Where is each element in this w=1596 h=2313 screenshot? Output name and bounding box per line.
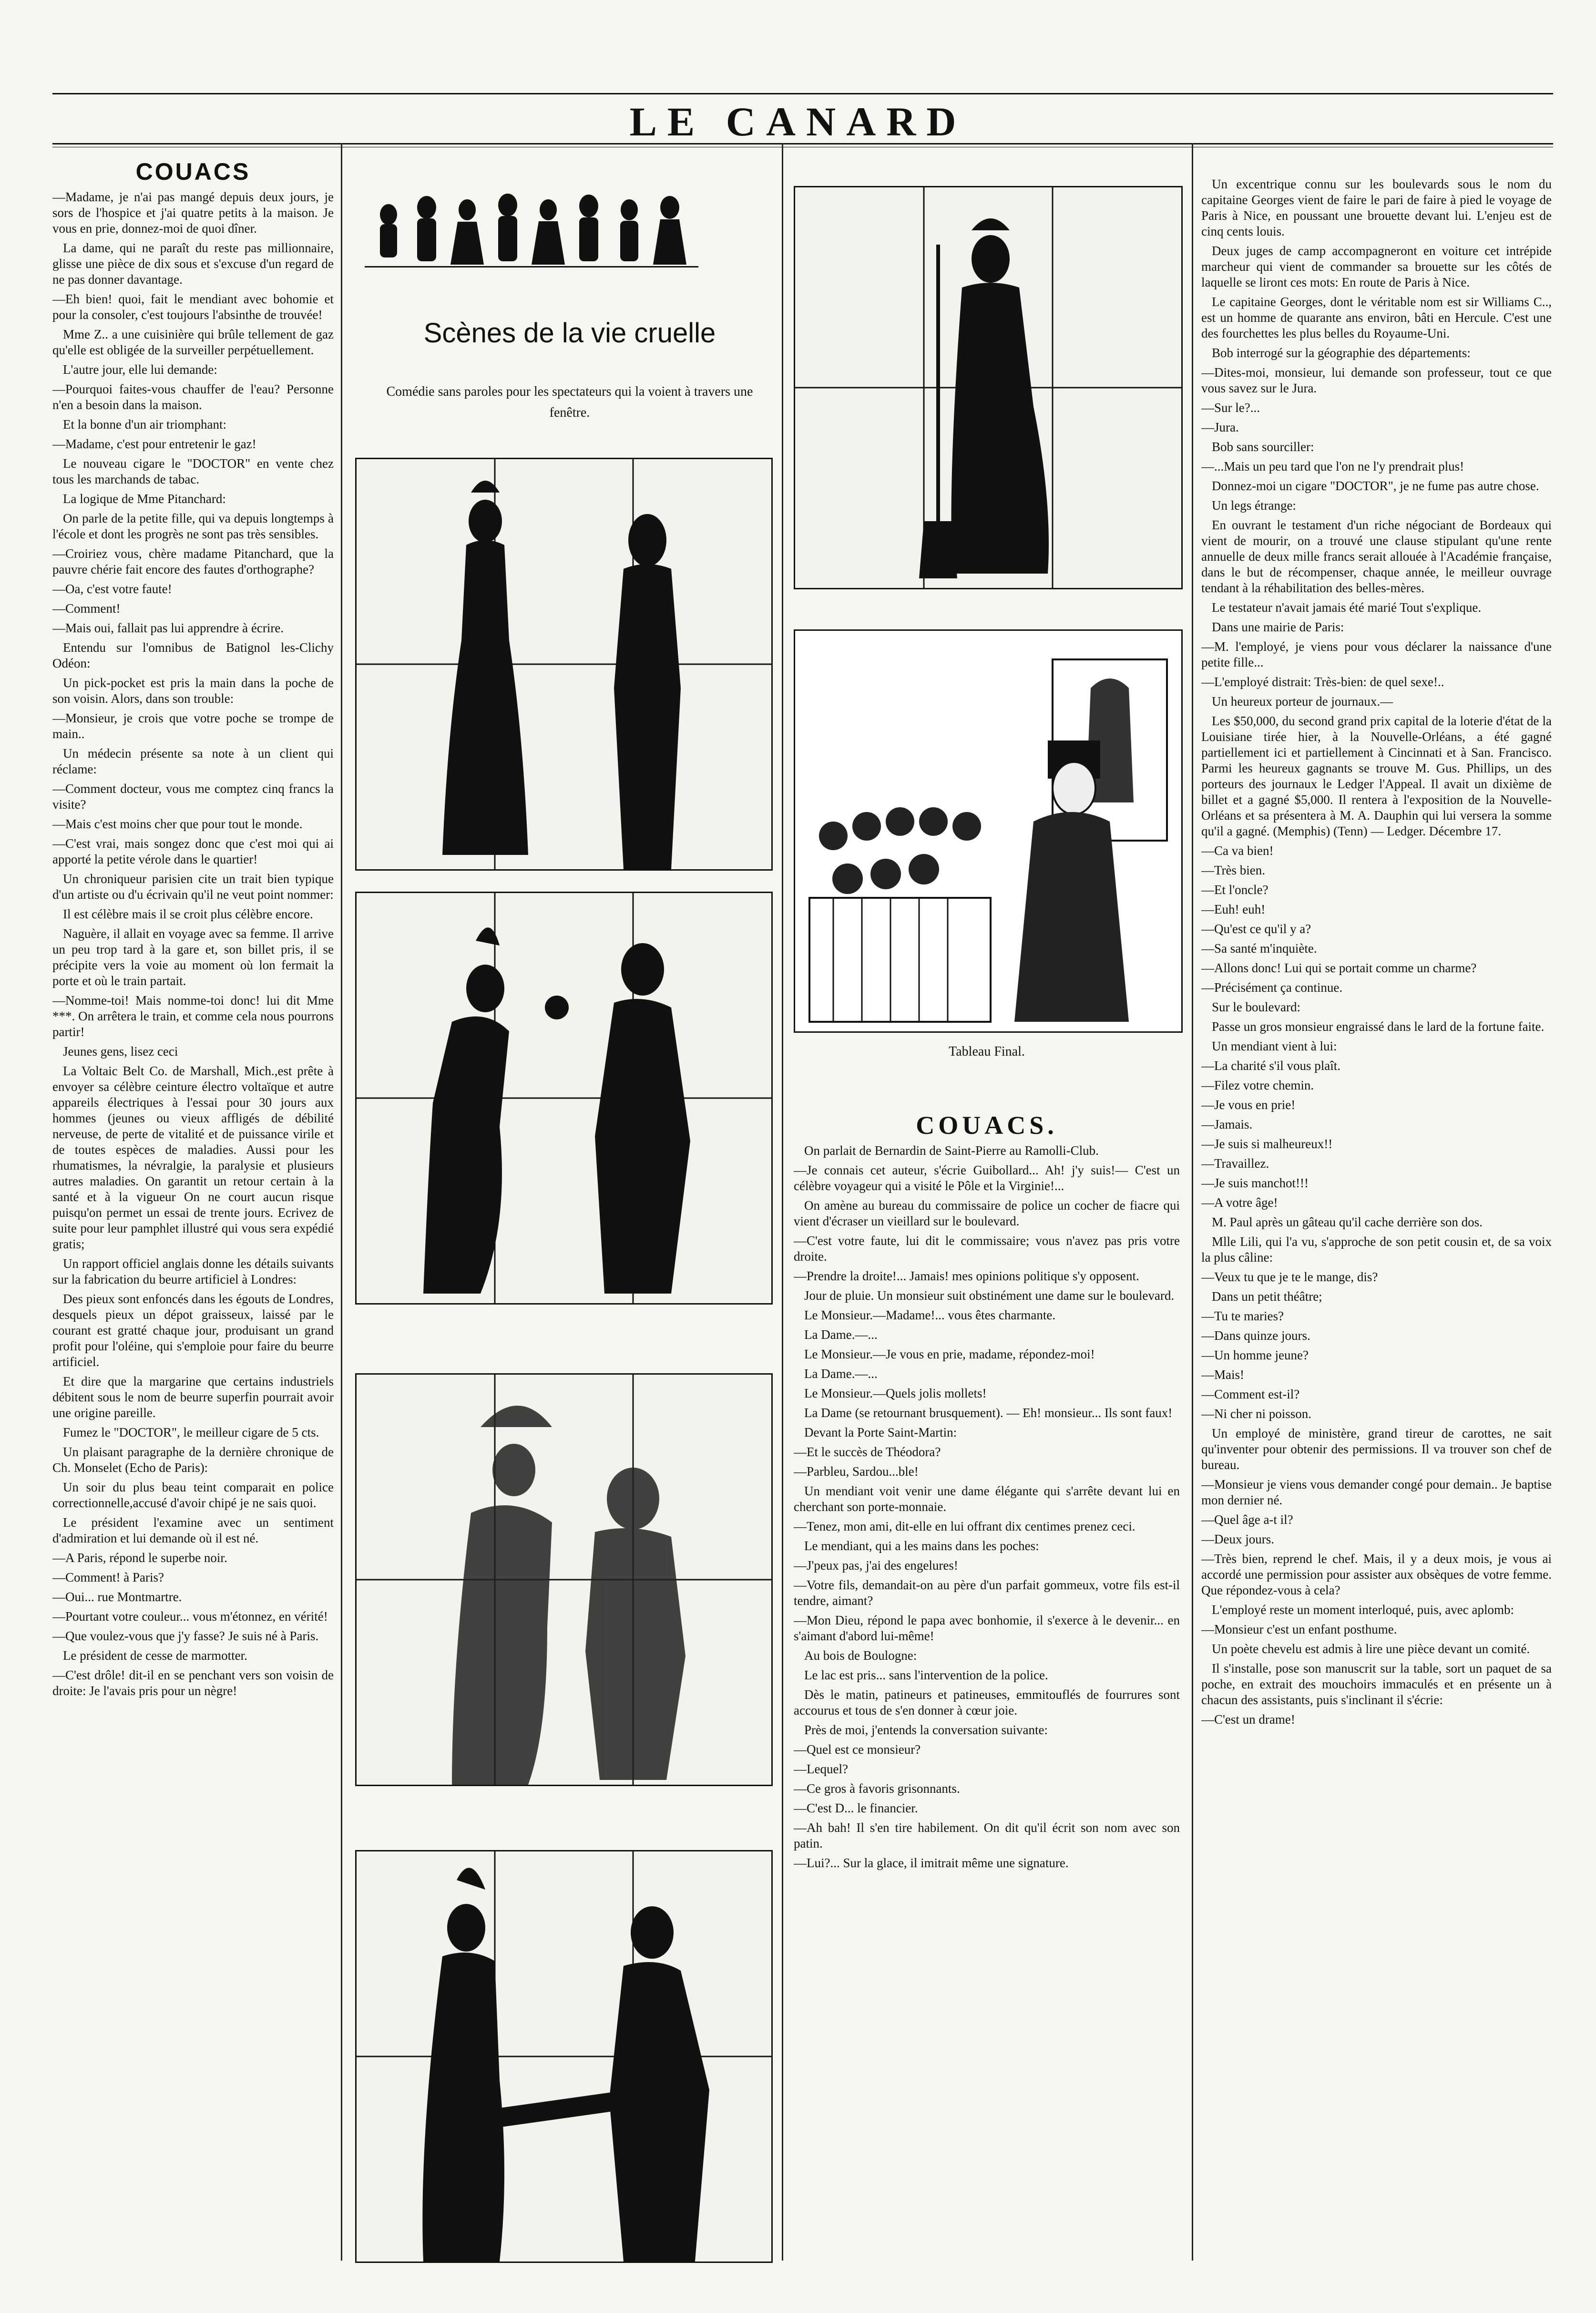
paragraph: La Dame.—... [804, 1367, 878, 1381]
silhouette-panel-4 [355, 1850, 773, 2263]
paragraph: La dame, qui ne paraît du reste pas millionnaire, glisse une pièce de dix sous et s'excuse d'un regard de ne pas donner davantage. [52, 241, 334, 287]
paragraph: —Lui?... Sur la glace, il imitrait même une signature. [794, 1856, 1069, 1870]
silhouette-panel-2 [355, 892, 773, 1305]
paragraph: Un plaisant paragraphe de la dernière chronique de Ch. Monselet (Echo de Paris): [52, 1445, 334, 1475]
window-scene-3-image [357, 1375, 771, 1785]
paragraph: —Que voulez-vous que j'y fasse? Je suis né à Paris. [52, 1629, 319, 1643]
paragraph: —Deux jours. [1201, 1532, 1274, 1546]
paragraph: Un rapport officiel anglais donne les détails suivants sur la fabrication du beurre artificiel à Londres: [52, 1256, 334, 1286]
paragraph: —Tenez, mon ami, dit-elle en lui offrant dix centimes prenez ceci. [794, 1519, 1136, 1533]
paragraph: —Quel est ce monsieur? [794, 1742, 921, 1757]
paragraph: Le Monsieur.—Quels jolis mollets! [804, 1386, 987, 1400]
paragraph: —Tu te maries? [1201, 1309, 1284, 1323]
paragraph: L'employé reste un moment interloqué, puis, avec aplomb: [1212, 1603, 1514, 1617]
paragraph: Le président de cesse de marmotter. [63, 1648, 247, 1663]
paragraph: Deux juges de camp accompagneront en voiture cet intrépide marcheur qui vient de commander sa brouette sur les côtés de laquelle se liront ces mots: En route de Paris à Nice. [1201, 244, 1552, 289]
window-scene-2-image [357, 893, 771, 1303]
paragraph: Il est célèbre mais il se croit plus célèbre encore. [63, 907, 313, 921]
paragraph: Le Monsieur.—Je vous en prie, madame, répondez-moi! [804, 1347, 1095, 1361]
paragraph: Entendu sur l'omnibus de Batignol les-Clichy Odéon: [52, 640, 334, 670]
paragraph: —Jura. [1201, 420, 1239, 434]
paragraph: —Quel âge a-t il? [1201, 1512, 1293, 1527]
paragraph: —Dans quinze jours. [1201, 1328, 1310, 1343]
paragraph: Au bois de Boulogne: [804, 1648, 917, 1663]
paragraph: —Allons donc! Lui qui se portait comme un charme? [1201, 961, 1477, 975]
paragraph: —Monsieur c'est un enfant posthume. [1201, 1622, 1397, 1636]
paragraph: —Comment! [52, 601, 121, 616]
paragraph: —L'employé distrait: Très-bien: de quel sexe!.. [1201, 675, 1444, 689]
paragraph: Bob sans sourciller: [1212, 440, 1314, 454]
courtroom-engraving-image [795, 631, 1181, 1031]
paragraph: On parlait de Bernardin de Saint-Pierre au Ramolli-Club. [804, 1143, 1099, 1158]
paragraph: Dans un petit théâtre; [1212, 1289, 1322, 1304]
silhouette-panel-1 [355, 458, 773, 871]
column-1 [52, 157, 334, 2255]
paragraph: —Comment! à Paris? [52, 1570, 164, 1584]
paragraph: —Jamais. [1201, 1117, 1253, 1131]
paragraph: —Très bien. [1201, 863, 1266, 877]
scenes-title: Scènes de la vie cruelle [423, 318, 716, 349]
masthead-title: LE CANARD [629, 99, 967, 144]
paragraph: —Et l'oncle? [1201, 883, 1269, 897]
paragraph: —Mais c'est moins cher que pour tout le monde. [52, 817, 303, 831]
paragraph: Un employé de ministère, grand tireur de carottes, ne sait qu'inventer pour obtenir des permissions. Il va trouver son chef de bureau. [1201, 1426, 1552, 1472]
paragraph: —Oui... rue Montmartre. [52, 1590, 182, 1604]
paragraph: —Sur le?... [1201, 401, 1260, 415]
banner-illustration [355, 162, 708, 281]
column-rule-2 [782, 143, 783, 2261]
silhouette-panel-5 [794, 186, 1183, 589]
paragraph: —Je vous en prie! [1201, 1098, 1296, 1112]
paragraph: —Travaillez. [1201, 1156, 1269, 1171]
crowd-silhouette-image [355, 162, 708, 281]
col1-body [52, 189, 334, 1699]
paragraph: Un excentrique connu sur les boulevards sous le nom du capitaine Georges vient de faire le pari de faire à pied le voyage de Paris à Nice, en poussant une brouette devant lui. L'enjeu est de cinq cents louis. [1201, 177, 1552, 238]
paragraph: —Je suis manchot!!! [1201, 1176, 1309, 1190]
paragraph: Et la bonne d'un air triomphant: [63, 417, 227, 432]
tableau-final-illustration [794, 629, 1183, 1033]
paragraph: —C'est votre faute, lui dit le commissaire; vous n'avez pas pris votre droite. [794, 1234, 1180, 1264]
paragraph: —Nomme-toi! Mais nomme-toi donc! lui dit Mme ***. On arrêtera le train, et comme cela nous pourrons partir! [52, 993, 334, 1039]
paragraph: —Madame, je n'ai pas mangé depuis deux jours, je sors de l'hospice et j'ai quatre petits à la maison. Je vous en prie, donnez-moi de quoi dîner. [52, 190, 334, 236]
paragraph: —C'est vrai, mais songez donc que c'est moi qui ai apporté la petite vérole dans le quartier! [52, 836, 334, 866]
paragraph: —Très bien, reprend le chef. Mais, il y a deux mois, je vous ai accordé une permission pour assister aux obsèques de votre femme. Que répondez-vous à cela? [1201, 1552, 1552, 1597]
paragraph: —Prendre la droite!... Jamais! mes opinions politique s'y opposent. [794, 1269, 1139, 1283]
paragraph: La Voltaic Belt Co. de Marshall, Mich.,est prête à envoyer sa célèbre ceinture électro voltaïque et autre appareils électriques à l'essai pour 30 jours aux hommes (jeunes ou vieux affligés de débilité nerveuse, de perte de vitalité et de puissance virile et de toutes espèces de maladies. Aussi pour les rhumatismes, la névralgie, la paralysie et plusieurs autres maladies. On garantit un retour certain à la santé et à la vigueur On ne court aucun risque puisqu'on permet un essai de trente jours. Ecrivez de suite pour leur pamphlet illustré qui vous sera expédié gratis; [52, 1064, 334, 1251]
paragraph: —A Paris, répond le superbe noir. [52, 1551, 227, 1565]
paragraph: —La charité s'il vous plaît. [1201, 1059, 1341, 1073]
window-scene-5-image [795, 187, 1181, 588]
paragraph: Le nouveau cigare le "DOCTOR" en vente chez tous les marchands de tabac. [52, 456, 334, 486]
paragraph: —Je connais cet auteur, s'écrie Guibollard... Ah! j'y suis!— C'est un célèbre voyageur qui a visité le Pôle et la Virginie!... [794, 1163, 1180, 1193]
paragraph: —Comment docteur, vous me comptez cinq francs la visite? [52, 781, 334, 812]
paragraph: Un mendiant vient à lui: [1212, 1039, 1337, 1053]
paragraph: —Pourquoi faites-vous chauffer de l'eau? Personne n'en a besoin dans la maison. [52, 382, 334, 412]
paragraph: —Sa santé m'inquiète. [1201, 941, 1317, 956]
paragraph: Mlle Lili, qui l'a vu, s'approche de son petit cousin et, de sa voix la plus câline: [1201, 1234, 1552, 1264]
column-4 [1201, 176, 1552, 2274]
paragraph: —Ni cher ni poisson. [1201, 1407, 1311, 1421]
paragraph: —C'est un drame! [1201, 1712, 1295, 1727]
paragraph: —A votre âge! [1201, 1195, 1278, 1210]
paragraph: —Ah bah! Il s'en tire habilement. On dit qu'il écrit son nom avec son patin. [794, 1820, 1180, 1850]
paragraph: Les $50,000, du second grand prix capital de la loterie d'état de la Louisiane tirée hier, à la Nouvelle-Orléans, a été gagné partiellement ici et partiellement à Cincinnati et à San. Francisco. Parmi les heureux gagnants se trouve M. Gus. Phillips, un des porteurs des journaux le Ledger l'Appeal. Il avait un dixième de billet et a gagné $5,000. Il rentera à l'exposition de la Nouvelle-Orléans et sa présentera à M. A. Dauphin qui lui versera la somme qu'il a gagné. (Memphis) (Tenn) — Ledger. Décembre 17. [1201, 714, 1552, 838]
paragraph: —C'est drôle! dit-il en se penchant vers son voisin de droite: Je l'avais pris pour un nègre! [52, 1668, 334, 1698]
paragraph: Bob interrogé sur la géographie des départements: [1212, 346, 1471, 360]
paragraph: —Parbleu, Sardou...ble! [794, 1464, 919, 1479]
paragraph: M. Paul après un gâteau qu'il cache derrière son dos. [1212, 1215, 1483, 1229]
paragraph: —C'est D... le financier. [794, 1801, 918, 1815]
paragraph: Près de moi, j'entends la conversation suivante: [804, 1723, 1048, 1737]
paragraph: —Ce gros à favoris grisonnants. [794, 1781, 960, 1796]
paragraph: Mme Z.. a une cuisinière qui brûle tellement de gaz qu'elle est obligée de la surveiller perpétuellement. [52, 327, 334, 357]
paragraph: Un soir du plus beau teint comparait en police correctionnelle,accusé d'avoir chipé je ne sais quoi. [52, 1480, 334, 1510]
paragraph: —Votre fils, demandait-on au père d'un parfait gommeux, votre fils est-il tendre, aimant? [794, 1578, 1180, 1608]
paragraph: La logique de Mme Pitanchard: [63, 492, 226, 506]
paragraph: —Mais oui, fallait pas lui apprendre à écrire. [52, 621, 284, 635]
col3-title: COUACS. [916, 1111, 1058, 1140]
paragraph: Jeunes gens, lisez ceci [63, 1044, 178, 1059]
paragraph: —Pourtant votre couleur... vous m'étonnez, en vérité! [52, 1609, 328, 1624]
paragraph: —Eh bien! quoi, fait le mendiant avec bohomie et pour la consoler, c'est toujours l'absinthe de trouvée! [52, 292, 334, 322]
paragraph: Le mendiant, qui a les mains dans les poches: [804, 1539, 1039, 1553]
paragraph: —Euh! euh! [1201, 902, 1266, 916]
paragraph: —Oa, c'est votre faute! [52, 582, 172, 596]
paragraph: —J'peux pas, j'ai des engelures! [794, 1558, 958, 1573]
paragraph: —Monsieur, je crois que votre poche se trompe de main.. [52, 711, 334, 741]
paragraph: En ouvrant le testament d'un riche négociant de Bordeaux qui vient de mourir, on a trouvé une clause stipulant qu'une rente annuelle de deux mille francs serait allouée à l'Académie française, dans le but de récompenser, chaque année, le meilleur ouvrage tendant à la réhabilitation des belles-mères. [1201, 518, 1552, 595]
paragraph: Il s'installe, pose son manuscrit sur la table, sort un paquet de sa poche, en extrait des mouchoirs immaculés et en présente un à chacun des assistants, puis s'inclinant il s'écrie: [1201, 1661, 1552, 1707]
window-scene-4-image [357, 1851, 771, 2262]
paragraph: —Mais! [1201, 1367, 1244, 1382]
paragraph: Un poète chevelu est admis à lire une pièce devant un comité. [1212, 1642, 1530, 1656]
tableau-caption: Tableau Final. [949, 1044, 1025, 1059]
paragraph: —M. l'employé, je viens pour vous déclarer la naissance d'une petite fille... [1201, 639, 1552, 669]
paragraph: Sur le boulevard: [1212, 1000, 1300, 1014]
paragraph: —Veux tu que je te le mange, dis? [1201, 1270, 1378, 1284]
paragraph: Le capitaine Georges, dont le véritable nom est sir Williams C.., est un homme de quarante ans environ, bâti en Hercule. C'est une des fourchettes les plus belles du Royaume-Uni. [1201, 295, 1552, 340]
paragraph: Et dire que la margarine que certains industriels débitent sous le nom de beurre superfin pourrait avoir une origine pareille. [52, 1374, 334, 1420]
paragraph: Le président l'examine avec un sentiment d'admiration et lui demande où il est né. [52, 1515, 334, 1545]
paragraph: Un heureux porteur de journaux.— [1212, 694, 1393, 709]
paragraph: —Un homme jeune? [1201, 1348, 1309, 1362]
silhouette-panel-3 [355, 1373, 773, 1786]
paragraph: —Monsieur je viens vous demander congé pour demain.. Je baptise mon dernier né. [1201, 1477, 1552, 1507]
paragraph: —Comment est-il? [1201, 1387, 1300, 1401]
paragraph: La Dame (se retournant brusquement). — Eh! monsieur... Ils sont faux! [804, 1406, 1173, 1420]
paragraph: Un chroniqueur parisien cite un trait bien typique d'un artiste ou d'u écrivain qu'il ne veut point nommer: [52, 872, 334, 902]
paragraph: Le lac est pris... sans l'intervention de la police. [804, 1668, 1048, 1682]
paragraph: Un mendiant voit venir une dame élégante qui s'arrête devant lui en cherchant son porte-monnaie. [794, 1484, 1180, 1514]
paragraph: Un médecin présente sa note à un client qui réclame: [52, 746, 334, 776]
paragraph: Dès le matin, patineurs et patineuses, emmitouflés de fourrures sont accourus et tous de s'en donner à cœur joie. [794, 1687, 1180, 1717]
paragraph: L'autre jour, elle lui demande: [63, 362, 217, 377]
scenes-subtitle: Comédie sans paroles pour les spectateurs qui la voient à travers une fenêtre. [386, 384, 753, 420]
paragraph: Des pieux sont enfoncés dans les égouts de Londres, desquels pieux un dépot graisseux, laissé par le courant est gratté chaque jour, produisant un grand profit pour l'oléine, qui s'emploie pour faire du beurre artificiel. [52, 1292, 334, 1369]
col3-body [794, 1143, 1180, 1871]
paragraph: Passe un gros monsieur engraissé dans le lard de la fortune faite. [1212, 1019, 1545, 1034]
paragraph: —...Mais un peu tard que l'on ne l'y prendrait plus! [1201, 459, 1464, 473]
paragraph: Le testateur n'avait jamais été marié Tout s'explique. [1212, 600, 1482, 615]
masthead-bottom-rule [52, 143, 1553, 144]
paragraph: —Je suis si malheureux!! [1201, 1137, 1333, 1151]
masthead-top-rule [52, 93, 1553, 94]
paragraph: —Dites-moi, monsieur, lui demande son professeur, tout ce que vous savez sur le Jura. [1201, 365, 1552, 395]
paragraph: —Ca va bien! [1201, 843, 1274, 858]
paragraph: Un pick-pocket est pris la main dans la poche de son voisin. Alors, dans son trouble: [52, 676, 334, 706]
paragraph: —Et le succès de Théodora? [794, 1445, 941, 1459]
paragraph: Donnez-moi un cigare "DOCTOR", je ne fume pas autre chose. [1212, 479, 1539, 493]
column-rule-1 [341, 143, 342, 2261]
column-rule-3 [1192, 143, 1193, 2261]
paragraph: Devant la Porte Saint-Martin: [804, 1425, 957, 1439]
paragraph: Fumez le "DOCTOR", le meilleur cigare de 5 cts. [63, 1425, 319, 1439]
paragraph: —Lequel? [794, 1762, 848, 1776]
paragraph: Naguère, il allait en voyage avec sa femme. Il arrive un peu trop tard à la gare et, son billet pris, il se précipite vers la voie au moment où lon fermait la porte et où le train partait. [52, 926, 334, 988]
paragraph: —Madame, c'est pour entretenir le gaz! [52, 437, 256, 451]
paragraph: —Filez votre chemin. [1201, 1078, 1314, 1092]
window-scene-1-image [357, 459, 771, 869]
paragraph: —Qu'est ce qu'il y a? [1201, 922, 1311, 936]
paragraph: Jour de pluie. Un monsieur suit obstinément une dame sur le boulevard. [804, 1288, 1175, 1303]
paragraph: Dans une mairie de Paris: [1212, 620, 1344, 634]
col1-title: COUACS [135, 158, 251, 185]
col4-body [1201, 176, 1552, 1727]
paragraph: On amène au bureau du commissaire de police un cocher de fiacre qui vient d'écraser un vieillard sur le boulevard. [794, 1198, 1180, 1228]
paragraph: Le Monsieur.—Madame!... vous êtes charmante. [804, 1308, 1056, 1322]
paragraph: La Dame.—... [804, 1327, 878, 1342]
paragraph: —Mon Dieu, répond le papa avec bonhomie, il s'exerce à le devenir... en s'aimant d'abord lui-même! [794, 1613, 1180, 1643]
paragraph: —Précisément ça continue. [1201, 980, 1343, 995]
paragraph: On parle de la petite fille, qui va depuis longtemps à l'école et dont les progrès ne sont pas très sensibles. [52, 511, 334, 541]
paragraph: Un legs étrange: [1212, 498, 1296, 513]
column-3-text [794, 1111, 1180, 2251]
paragraph: —Croiriez vous, chère madame Pitanchard, que la pauvre chérie fait encore des fautes d'orthographe? [52, 546, 334, 576]
